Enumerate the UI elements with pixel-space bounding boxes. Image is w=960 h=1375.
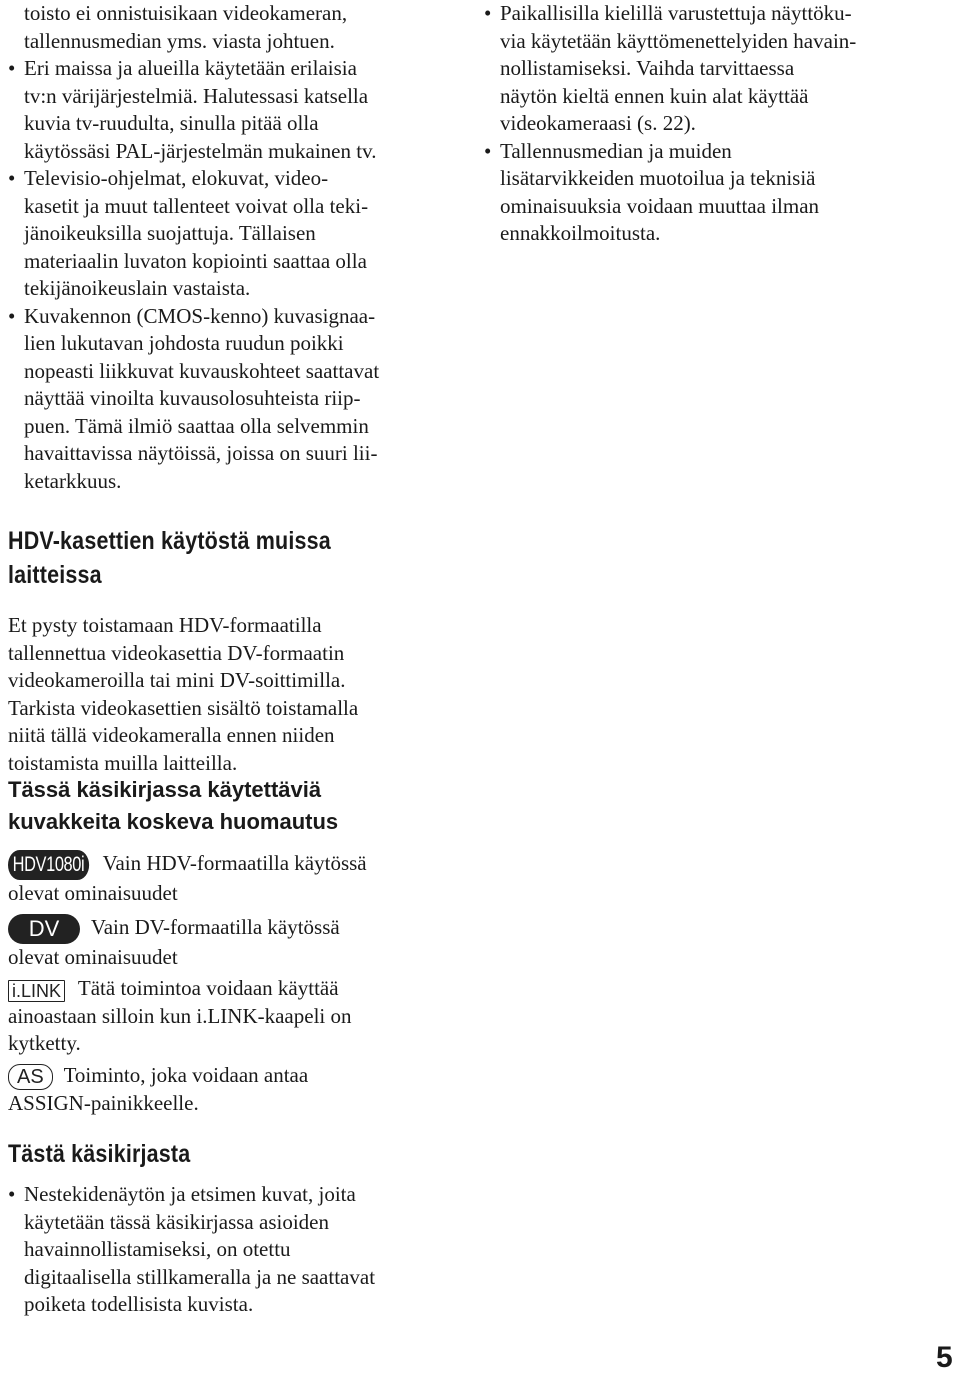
icon-note-item	[8, 850, 448, 908]
text-line: kuvia tv-ruudulta, sinulla pitää olla	[24, 111, 319, 135]
text-line: Et pysty toistamaan HDV-formaatilla	[8, 613, 322, 637]
text-line: nollistamiseksi. Vaihda tarvittaessa	[500, 56, 795, 80]
heading-line: Tässä käsikirjassa käytettäviä	[8, 777, 322, 802]
text-line: Paikallisilla kielillä varustettuja näyttöku-	[500, 1, 852, 25]
text-line: Eri maissa ja alueilla käytetään erilaisia	[24, 56, 357, 80]
text-line: toistamista muilla laitteilla.	[8, 750, 238, 775]
text-line: Vain DV-formaatilla käytössä	[90, 914, 340, 939]
text-line: ainoastaan silloin kun i.LINK-kaapeli on	[8, 1003, 352, 1028]
text-line: kasetit ja muut tallenteet voivat olla teki-	[24, 193, 369, 218]
hdv1080i-icon: HDV1080i	[8, 850, 89, 880]
page-number: 5	[936, 1341, 953, 1374]
text-line: jänoikeuksilla suojattuja. Tällaisen	[24, 221, 316, 245]
section-icons-note	[8, 774, 448, 1118]
ilink-icon: i.LINK	[8, 980, 65, 1002]
right-column	[484, 0, 934, 248]
text-line: Tätä toimintoa voidaan käyttää	[77, 976, 339, 1001]
text-line: tekijänoikeuslain vastaista.	[24, 276, 251, 300]
text-line: videokameraasi (s. 22).	[500, 111, 696, 135]
text-line: Tallennusmedian ja muiden	[500, 138, 732, 163]
text-line: kytketty.	[8, 1031, 81, 1056]
text-line: olevat ominaisuudet	[8, 881, 178, 906]
text-line: lisätarvikkeiden muotoilua ja teknisiä	[500, 166, 816, 190]
heading-line: kuvakkeita koskeva huomautus	[8, 809, 339, 834]
section-about-manual	[8, 1137, 448, 1319]
text-line: Toiminto, joka voidaan antaa	[63, 1062, 309, 1087]
bullet-marker: •	[8, 166, 16, 190]
bullet-item	[8, 165, 448, 303]
text-line: ketarkkuus.	[24, 468, 122, 493]
text-line: tallennettua videokasettia DV-formaatin	[8, 640, 345, 665]
icon-note-item	[8, 1062, 448, 1118]
text-line: materiaalin luvaton kopiointi saattaa olla	[24, 248, 367, 273]
text-line: havaittavissa näytöissä, joissa on suuri lii-	[24, 441, 378, 465]
assign-icon: AS	[8, 1064, 53, 1090]
bullet-item	[484, 138, 934, 248]
text-line: toisto ei onnistuisikaan videokameran,	[24, 1, 348, 25]
section-hdv-cassettes	[8, 524, 448, 777]
heading-line: laitteissa	[8, 561, 102, 589]
text-line: puen. Tämä ilmiö saattaa olla selvemmin	[24, 413, 369, 438]
icon-note-item	[8, 914, 448, 972]
text-line: tallennusmedian yms. viasta johtuen.	[24, 28, 335, 53]
text-line: poiketa todellisista kuvista.	[24, 1292, 254, 1316]
text-line: Vain HDV-formaatilla käytössä	[102, 851, 367, 875]
section-heading: Tästä käsikirjasta	[8, 1140, 191, 1168]
section-heading	[8, 774, 448, 838]
bullet-marker: •	[8, 1182, 16, 1206]
text-line: videokameroilla tai mini DV-soittimilla.	[8, 668, 346, 692]
heading-line: HDV-kasettien käytöstä muissa	[8, 527, 331, 555]
section-body	[8, 612, 448, 777]
text-line: Kuvakennon (CMOS-kenno) kuvasignaa-	[24, 303, 376, 328]
section-heading	[8, 524, 404, 592]
text-line: tv:n värijärjestelmiä. Halutessasi katsella	[24, 83, 369, 108]
bullet-item	[8, 1181, 448, 1319]
bullet-item	[8, 55, 448, 165]
left-column-top	[8, 0, 448, 495]
bullet-marker: •	[484, 138, 492, 163]
text-line: digitaalisella stillkameralla ja ne saattavat	[24, 1264, 376, 1289]
text-line: näytön kieltä ennen kuin alat käyttää	[500, 83, 809, 108]
text-line: ominaisuuksia voidaan muuttaa ilman	[500, 193, 820, 218]
text-line: käytössäsi PAL-järjestelmän mukainen tv.	[24, 138, 377, 163]
dv-icon: DV	[8, 914, 80, 944]
text-line: nopeasti liikkuvat kuvauskohteet saattavat	[24, 358, 380, 383]
text-line: havainnollistamiseksi, on otettu	[24, 1237, 291, 1261]
bullet-marker: •	[8, 56, 16, 80]
text-line: käytetään tässä käsikirjassa asioiden	[24, 1209, 329, 1234]
text-line: Tarkista videokasettien sisältö toistamalla	[8, 695, 359, 720]
text-line: Nestekidenäytön ja etsimen kuvat, joita	[24, 1182, 356, 1206]
text-line: olevat ominaisuudet	[8, 944, 178, 969]
bullet-marker: •	[484, 1, 492, 25]
continued-paragraph	[8, 0, 448, 55]
text-line: niitä tällä videokameralla ennen niiden	[8, 723, 335, 747]
bullet-item	[8, 303, 448, 496]
text-line: näyttää vinoilta kuvausolosuhteista riip-	[24, 386, 361, 410]
text-line: ASSIGN-painikkeelle.	[8, 1091, 199, 1116]
text-line: ennakkoilmoitusta.	[500, 221, 661, 245]
icon-note-item	[8, 975, 448, 1058]
text-line: Televisio-ohjelmat, elokuvat, video-	[24, 166, 329, 190]
bullet-marker: •	[8, 303, 16, 328]
text-line: lien lukutavan johdosta ruudun poikki	[24, 331, 344, 355]
text-line: via käytetään käyttömenettelyiden havain-	[500, 28, 857, 53]
bullet-item	[484, 0, 934, 138]
